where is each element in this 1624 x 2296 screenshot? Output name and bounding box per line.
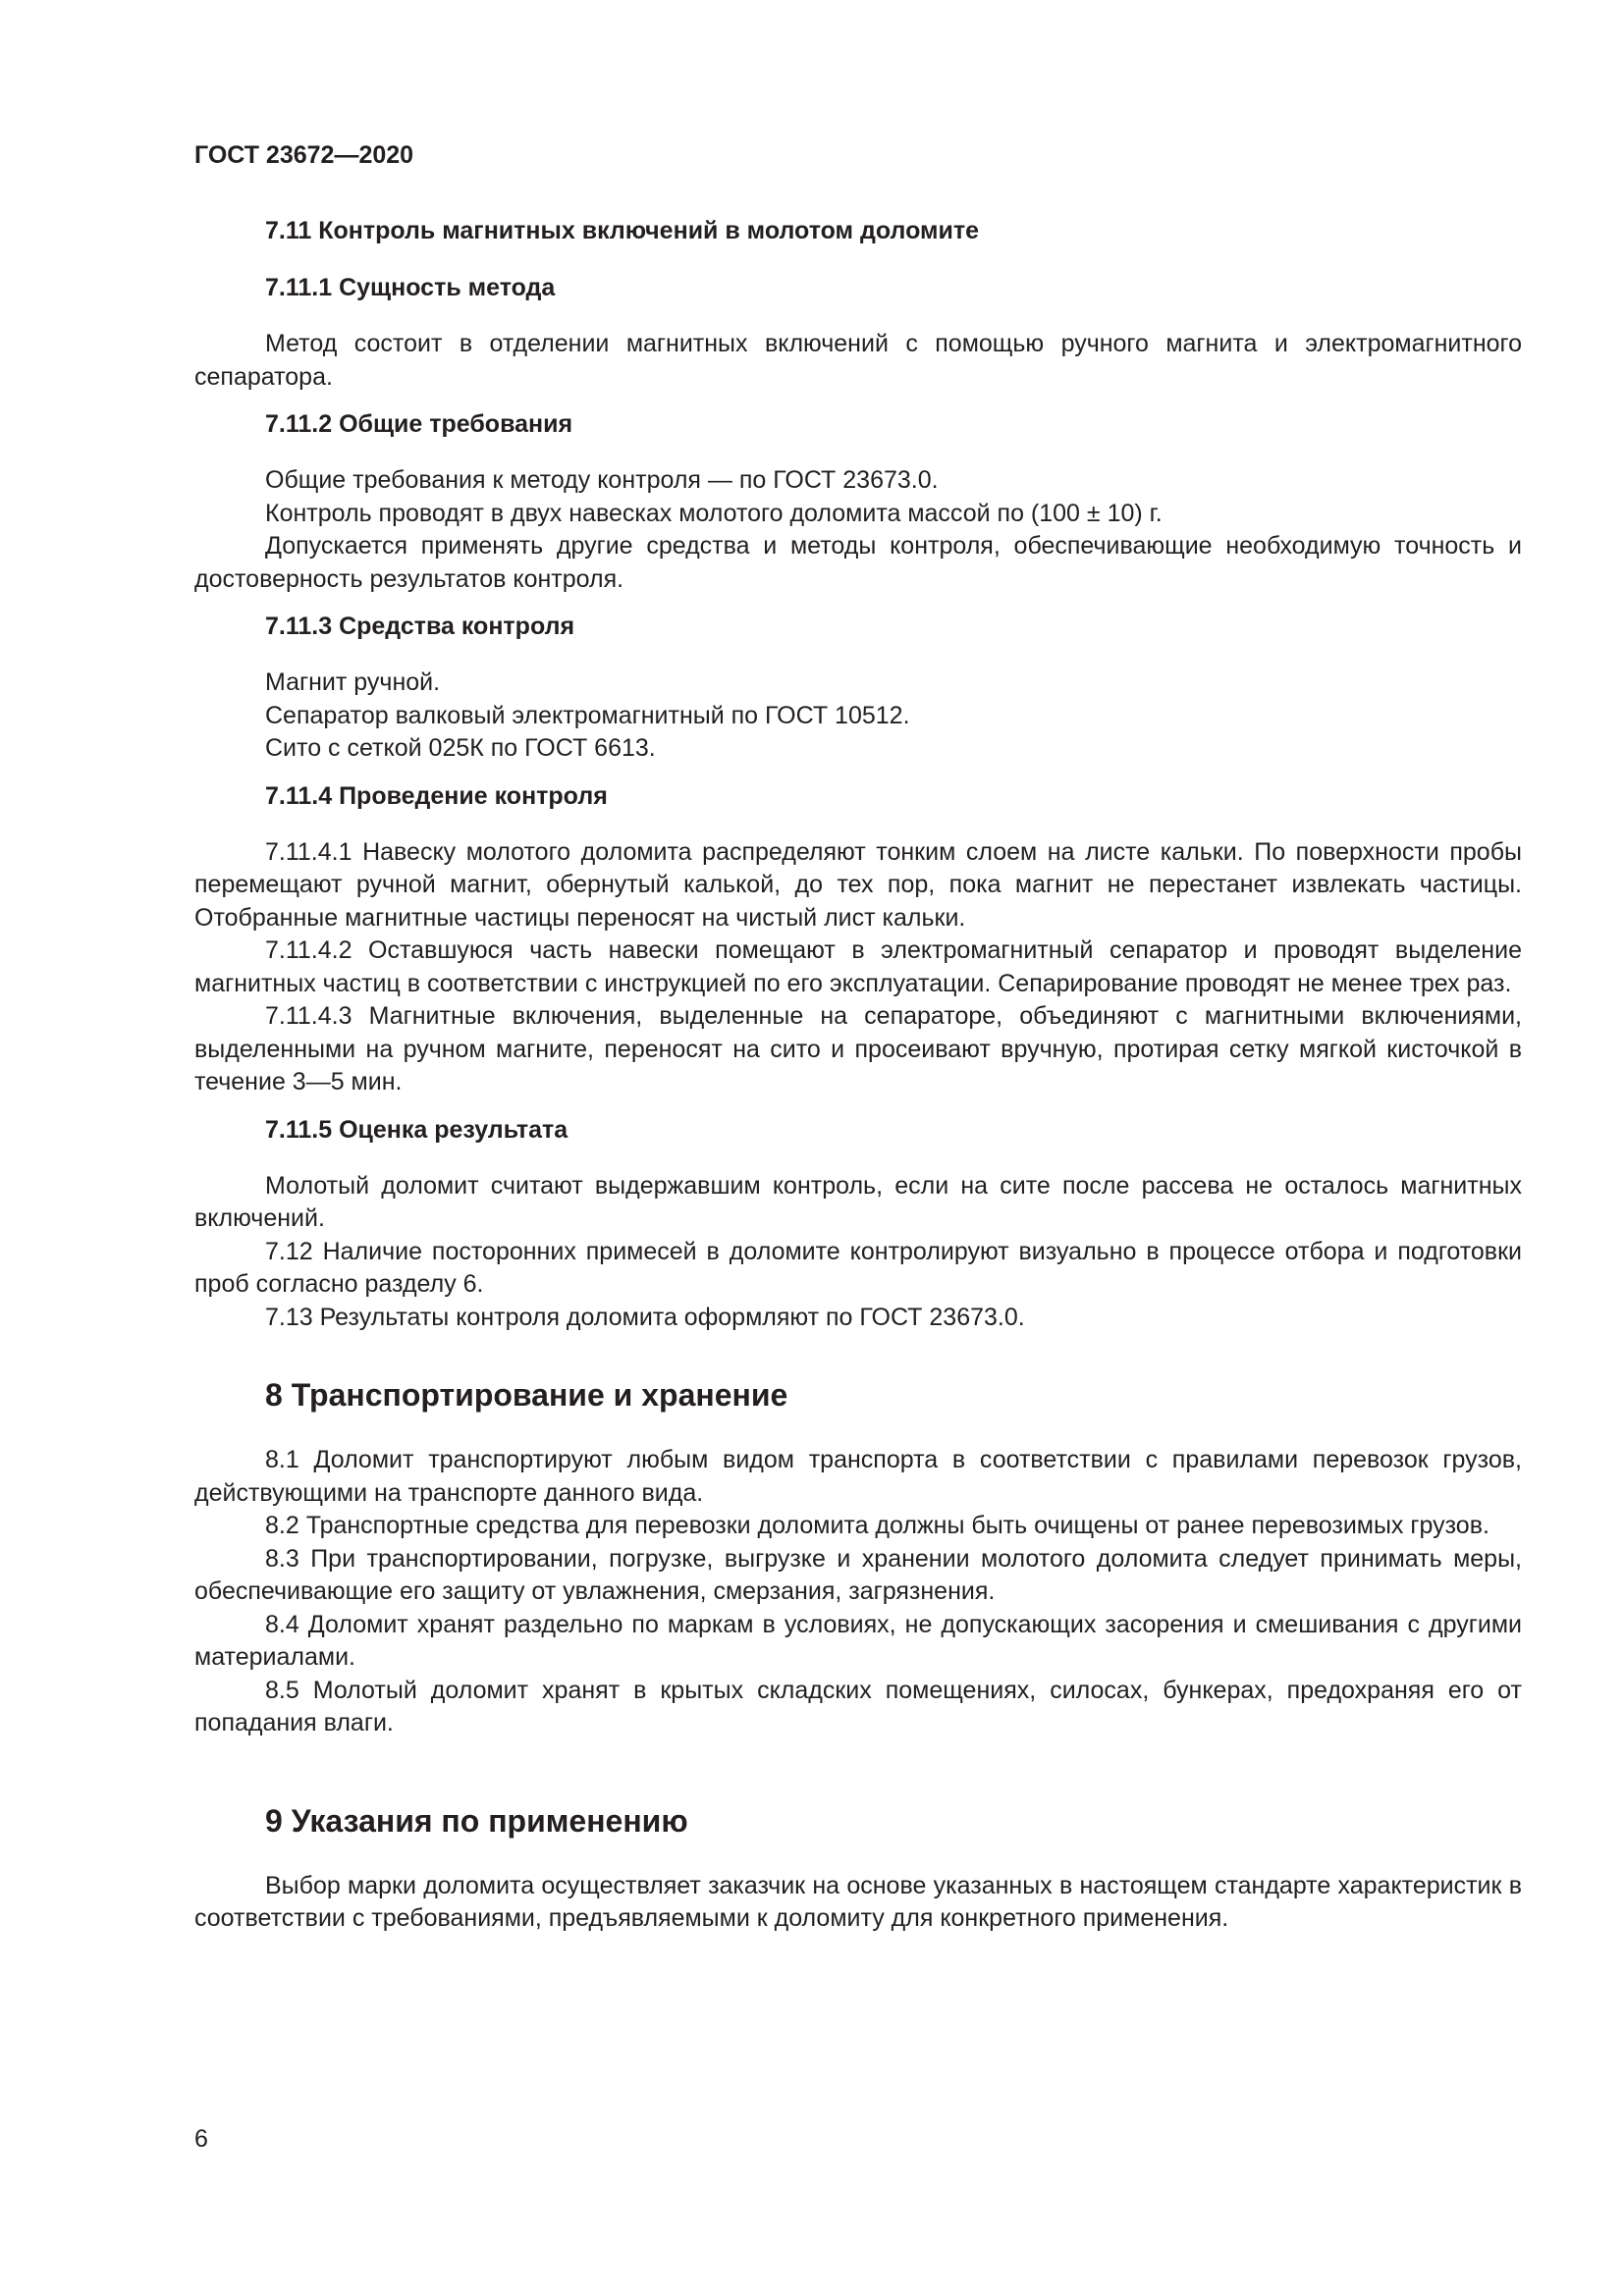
section-heading-7-11-5: 7.11.5 Оценка результата xyxy=(265,1115,568,1144)
paragraph: 7.11.4.1 Навеску молотого доломита распределяют тонким слоем на листе кальки. По поверхности пробы перемещают ручной магнит, обернутый калькой, до тех пор, пока магнит не перестанет извлекать частицы. Отобранные магнитные частицы переносят на чистый лист кальки. xyxy=(194,837,1522,932)
paragraph: 7.13 Результаты контроля доломита оформляют по ГОСТ 23673.0. xyxy=(265,1303,1025,1331)
paragraph: Общие требования к методу контроля — по ГОСТ 23673.0. xyxy=(265,466,939,494)
paragraph: Выбор марки доломита осуществляет заказчик на основе указанных в настоящем стандарте характеристик в соответствии с требованиями, предъявляемыми к доломиту для конкретного применения. xyxy=(194,1871,1522,1932)
paragraph: 8.5 Молотый доломит хранят в крытых складских помещениях, силосах, бункерах, предохраняя его от попадания влаги. xyxy=(194,1676,1522,1736)
section-heading-7-11-4: 7.11.4 Проведение контроля xyxy=(265,781,608,810)
section-body-7-11-4 xyxy=(194,836,1522,1099)
paragraph: 7.12 Наличие посторонних примесей в доломите контролируют визуально в процессе отбора и подготовки проб согласно разделу 6. xyxy=(194,1237,1522,1298)
paragraph: 8.4 Доломит хранят раздельно по маркам в условиях, не допускающих засорения и смешивания с другими материалами. xyxy=(194,1610,1522,1671)
paragraph: Допускается применять другие средства и методы контроля, обеспечивающие необходимую точность и достоверность результатов контроля. xyxy=(194,532,1522,593)
section-body-7-11-2 xyxy=(194,464,1522,596)
paragraph: 8.1 Доломит транспортируют любым видом транспорта в соответствии с правилами перевозок грузов, действующими на транспорте данного вида. xyxy=(194,1446,1522,1507)
section-heading-7-11-2: 7.11.2 Общие требования xyxy=(265,410,573,438)
paragraph: Магнит ручной. xyxy=(265,668,441,696)
page-number: 6 xyxy=(194,2125,208,2153)
section-heading-7-11-3: 7.11.3 Средства контроля xyxy=(265,613,575,640)
paragraph: Молотый доломит считают выдержавшим контроль, если на сите после рассева не осталось магнитных включений. xyxy=(194,1171,1522,1232)
chapter-body-8 xyxy=(194,1444,1522,1740)
chapter-body-9 xyxy=(194,1870,1522,1936)
paragraph: Сито с сеткой 025К по ГОСТ 6613. xyxy=(265,734,656,762)
paragraph: Контроль проводят в двух навесках молотого доломита массой по (100 ± 10) г. xyxy=(265,499,1163,527)
document-page xyxy=(194,137,1522,1949)
section-body-7-11-1 xyxy=(194,328,1522,394)
chapter-heading-9: 9 Указания по применению xyxy=(265,1802,688,1839)
paragraph: Сепаратор валковый электромагнитный по ГОСТ 10512. xyxy=(265,701,910,729)
section-body-7-11-3 xyxy=(194,667,1522,766)
paragraph: Метод состоит в отделении магнитных включений с помощью ручного магнита и электромагнитного сепаратора. xyxy=(194,330,1522,391)
document-code: ГОСТ 23672—2020 xyxy=(194,141,414,169)
paragraph: 8.2 Транспортные средства для перевозки доломита должны быть очищены от ранее перевозимых грузов. xyxy=(265,1512,1489,1539)
section-heading-7-11: 7.11 Контроль магнитных включений в молотом доломите xyxy=(265,217,980,244)
section-heading-7-11-1: 7.11.1 Сущность метода xyxy=(265,274,556,301)
section-body-7-11-5 xyxy=(194,1170,1522,1335)
paragraph: 7.11.4.3 Магнитные включения, выделенные на сепараторе, объединяют с магнитными включениями, выделенными на ручном магните, переносят на сито и просеивают вручную, протирая сетку мягкой кисточкой в течение 3—5 мин. xyxy=(194,1002,1522,1095)
chapter-heading-8: 8 Транспортирование и хранение xyxy=(265,1377,788,1413)
paragraph: 7.11.4.2 Оставшуюся часть навески помещают в электромагнитный сепаратор и проводят выделение магнитных частиц в соответствии с инструкцией по его эксплуатации. Сепарирование проводят не менее трех раз. xyxy=(194,936,1522,997)
paragraph: 8.3 При транспортировании, погрузке, выгрузке и хранении молотого доломита следует принимать меры, обеспечивающие его защиту от увлажнения, смерзания, загрязнения. xyxy=(194,1544,1522,1605)
